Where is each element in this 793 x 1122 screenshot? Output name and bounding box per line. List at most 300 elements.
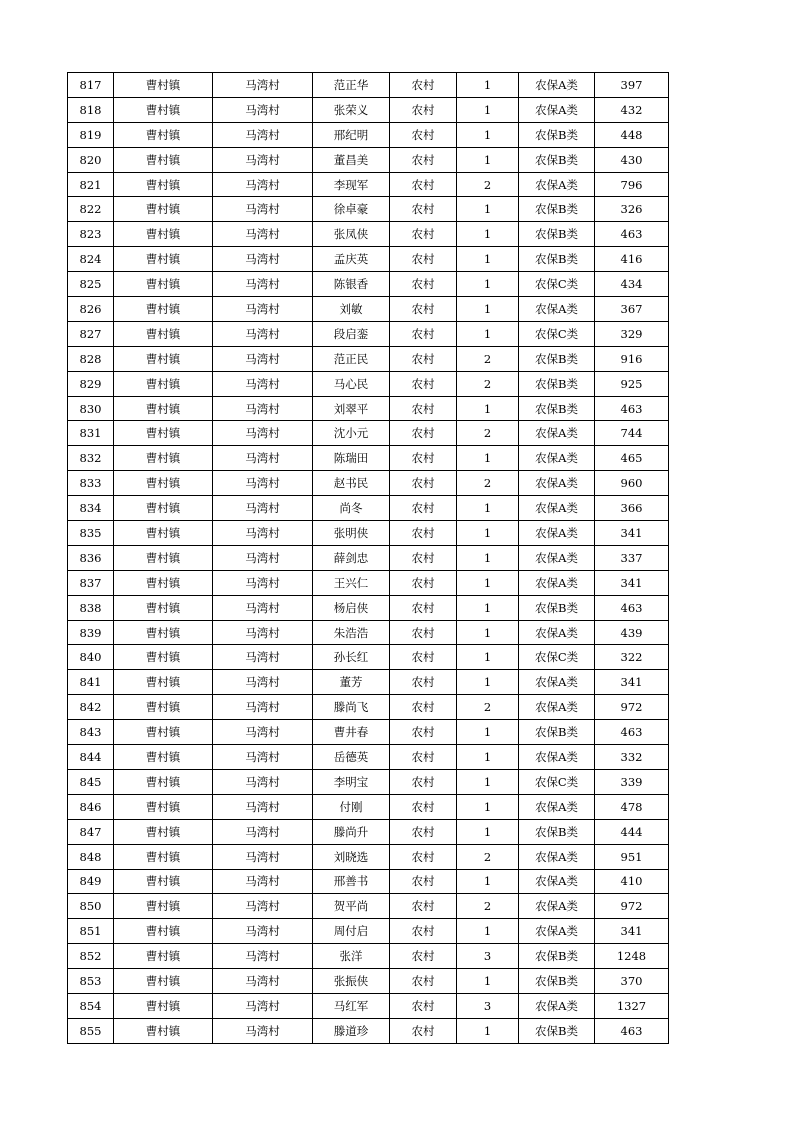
category-cell: 农保A类 [519,844,595,869]
amount-cell: 439 [595,620,669,645]
person-count-cell: 1 [457,396,519,421]
amount-cell: 951 [595,844,669,869]
amount-cell: 339 [595,769,669,794]
table-row [68,197,669,222]
category-cell: 农保A类 [519,545,595,570]
household-type-cell: 农村 [390,570,457,595]
village-cell: 马湾村 [213,521,313,546]
row-number: 833 [68,471,114,496]
person-count-cell: 1 [457,720,519,745]
table-row [68,521,669,546]
household-type-cell: 农村 [390,695,457,720]
village-cell: 马湾村 [213,745,313,770]
row-number: 825 [68,272,114,297]
table-row [68,471,669,496]
household-type-cell: 农村 [390,471,457,496]
name-cell: 张洋 [313,944,390,969]
person-count-cell: 1 [457,297,519,322]
amount-cell: 465 [595,446,669,471]
amount-cell: 326 [595,197,669,222]
category-cell: 农保B类 [519,247,595,272]
amount-cell: 916 [595,346,669,371]
town-cell: 曹村镇 [114,1018,213,1043]
row-number: 818 [68,97,114,122]
amount-cell: 366 [595,496,669,521]
village-cell: 马湾村 [213,620,313,645]
amount-cell: 370 [595,969,669,994]
table-row [68,222,669,247]
table-row [68,545,669,570]
village-cell: 马湾村 [213,769,313,794]
person-count-cell: 1 [457,869,519,894]
row-number: 848 [68,844,114,869]
category-cell: 农保B类 [519,147,595,172]
town-cell: 曹村镇 [114,446,213,471]
town-cell: 曹村镇 [114,73,213,98]
table-row [68,172,669,197]
table-row [68,1018,669,1043]
person-count-cell: 1 [457,670,519,695]
amount-cell: 972 [595,695,669,720]
row-number: 821 [68,172,114,197]
household-type-cell: 农村 [390,844,457,869]
name-cell: 贺平尚 [313,894,390,919]
category-cell: 农保B类 [519,595,595,620]
town-cell: 曹村镇 [114,670,213,695]
table-row [68,421,669,446]
person-count-cell: 1 [457,197,519,222]
row-number: 830 [68,396,114,421]
household-type-cell: 农村 [390,894,457,919]
town-cell: 曹村镇 [114,695,213,720]
category-cell: 农保B类 [519,371,595,396]
village-cell: 马湾村 [213,97,313,122]
category-cell: 农保B类 [519,944,595,969]
town-cell: 曹村镇 [114,496,213,521]
household-type-cell: 农村 [390,346,457,371]
household-type-cell: 农村 [390,321,457,346]
town-cell: 曹村镇 [114,570,213,595]
category-cell: 农保A类 [519,869,595,894]
person-count-cell: 2 [457,421,519,446]
row-number: 850 [68,894,114,919]
town-cell: 曹村镇 [114,521,213,546]
village-cell: 马湾村 [213,346,313,371]
category-cell: 农保B类 [519,122,595,147]
person-count-cell: 1 [457,247,519,272]
name-cell: 付刚 [313,794,390,819]
village-cell: 马湾村 [213,819,313,844]
category-cell: 农保A类 [519,894,595,919]
village-cell: 马湾村 [213,496,313,521]
row-number: 842 [68,695,114,720]
household-type-cell: 农村 [390,272,457,297]
town-cell: 曹村镇 [114,247,213,272]
name-cell: 徐卓豪 [313,197,390,222]
row-number: 836 [68,545,114,570]
person-count-cell: 1 [457,496,519,521]
row-number: 852 [68,944,114,969]
table-row [68,147,669,172]
amount-cell: 341 [595,570,669,595]
town-cell: 曹村镇 [114,844,213,869]
village-cell: 马湾村 [213,670,313,695]
amount-cell: 463 [595,222,669,247]
town-cell: 曹村镇 [114,545,213,570]
category-cell: 农保A类 [519,297,595,322]
person-count-cell: 2 [457,894,519,919]
household-type-cell: 农村 [390,297,457,322]
table-row [68,247,669,272]
person-count-cell: 1 [457,446,519,471]
category-cell: 农保A类 [519,670,595,695]
household-type-cell: 农村 [390,172,457,197]
category-cell: 农保B类 [519,346,595,371]
name-cell: 范正华 [313,73,390,98]
table-row [68,645,669,670]
amount-cell: 341 [595,919,669,944]
category-cell: 农保A类 [519,919,595,944]
category-cell: 农保C类 [519,272,595,297]
name-cell: 滕尚升 [313,819,390,844]
name-cell: 李明宝 [313,769,390,794]
village-cell: 马湾村 [213,147,313,172]
row-number: 820 [68,147,114,172]
table-row [68,496,669,521]
name-cell: 张荣义 [313,97,390,122]
household-type-cell: 农村 [390,147,457,172]
amount-cell: 960 [595,471,669,496]
town-cell: 曹村镇 [114,645,213,670]
row-number: 832 [68,446,114,471]
town-cell: 曹村镇 [114,769,213,794]
row-number: 847 [68,819,114,844]
row-number: 834 [68,496,114,521]
category-cell: 农保C类 [519,645,595,670]
table-row [68,371,669,396]
household-type-cell: 农村 [390,73,457,98]
category-cell: 农保A类 [519,794,595,819]
village-cell: 马湾村 [213,297,313,322]
table-row [68,819,669,844]
person-count-cell: 1 [457,521,519,546]
table-row [68,769,669,794]
name-cell: 沈小元 [313,421,390,446]
name-cell: 李现军 [313,172,390,197]
name-cell: 赵书民 [313,471,390,496]
town-cell: 曹村镇 [114,222,213,247]
name-cell: 滕尚飞 [313,695,390,720]
row-number: 827 [68,321,114,346]
table-row [68,570,669,595]
row-number: 831 [68,421,114,446]
amount-cell: 463 [595,720,669,745]
person-count-cell: 1 [457,819,519,844]
household-type-cell: 农村 [390,222,457,247]
name-cell: 孟庆英 [313,247,390,272]
household-type-cell: 农村 [390,122,457,147]
amount-cell: 416 [595,247,669,272]
category-cell: 农保A类 [519,73,595,98]
person-count-cell: 1 [457,794,519,819]
village-cell: 马湾村 [213,570,313,595]
table-body [68,73,669,1044]
village-cell: 马湾村 [213,844,313,869]
category-cell: 农保B类 [519,819,595,844]
name-cell: 刘敏 [313,297,390,322]
amount-cell: 341 [595,521,669,546]
row-number: 851 [68,919,114,944]
town-cell: 曹村镇 [114,97,213,122]
row-number: 843 [68,720,114,745]
household-type-cell: 农村 [390,396,457,421]
town-cell: 曹村镇 [114,321,213,346]
town-cell: 曹村镇 [114,944,213,969]
amount-cell: 397 [595,73,669,98]
category-cell: 农保B类 [519,222,595,247]
row-number: 846 [68,794,114,819]
amount-cell: 410 [595,869,669,894]
village-cell: 马湾村 [213,122,313,147]
category-cell: 农保C类 [519,769,595,794]
row-number: 819 [68,122,114,147]
category-cell: 农保A类 [519,172,595,197]
name-cell: 滕道珍 [313,1018,390,1043]
village-cell: 马湾村 [213,197,313,222]
amount-cell: 1248 [595,944,669,969]
village-cell: 马湾村 [213,919,313,944]
household-type-cell: 农村 [390,1018,457,1043]
town-cell: 曹村镇 [114,396,213,421]
person-count-cell: 2 [457,346,519,371]
village-cell: 马湾村 [213,869,313,894]
category-cell: 农保B类 [519,969,595,994]
category-cell: 农保C类 [519,321,595,346]
village-cell: 马湾村 [213,944,313,969]
village-cell: 马湾村 [213,894,313,919]
person-count-cell: 1 [457,595,519,620]
village-cell: 马湾村 [213,695,313,720]
row-number: 845 [68,769,114,794]
town-cell: 曹村镇 [114,745,213,770]
row-number: 822 [68,197,114,222]
row-number: 823 [68,222,114,247]
table-row [68,993,669,1018]
amount-cell: 972 [595,894,669,919]
village-cell: 马湾村 [213,247,313,272]
household-type-cell: 农村 [390,720,457,745]
household-type-cell: 农村 [390,794,457,819]
amount-cell: 796 [595,172,669,197]
amount-cell: 744 [595,421,669,446]
row-number: 841 [68,670,114,695]
table-row [68,670,669,695]
table-row [68,869,669,894]
town-cell: 曹村镇 [114,993,213,1018]
person-count-cell: 1 [457,570,519,595]
row-number: 817 [68,73,114,98]
amount-cell: 463 [595,396,669,421]
category-cell: 农保A类 [519,446,595,471]
town-cell: 曹村镇 [114,471,213,496]
household-type-cell: 农村 [390,645,457,670]
amount-cell: 329 [595,321,669,346]
name-cell: 张凤侠 [313,222,390,247]
row-number: 829 [68,371,114,396]
table-row [68,97,669,122]
town-cell: 曹村镇 [114,421,213,446]
person-count-cell: 1 [457,122,519,147]
row-number: 826 [68,297,114,322]
row-number: 828 [68,346,114,371]
amount-cell: 367 [595,297,669,322]
town-cell: 曹村镇 [114,147,213,172]
amount-cell: 1327 [595,993,669,1018]
name-cell: 范正民 [313,346,390,371]
village-cell: 马湾村 [213,794,313,819]
table-row [68,122,669,147]
row-number: 824 [68,247,114,272]
village-cell: 马湾村 [213,73,313,98]
town-cell: 曹村镇 [114,919,213,944]
person-count-cell: 2 [457,371,519,396]
town-cell: 曹村镇 [114,969,213,994]
amount-cell: 430 [595,147,669,172]
name-cell: 刘翠平 [313,396,390,421]
town-cell: 曹村镇 [114,197,213,222]
town-cell: 曹村镇 [114,297,213,322]
town-cell: 曹村镇 [114,122,213,147]
name-cell: 段启銮 [313,321,390,346]
town-cell: 曹村镇 [114,172,213,197]
person-count-cell: 1 [457,769,519,794]
person-count-cell: 2 [457,695,519,720]
row-number: 840 [68,645,114,670]
household-type-cell: 农村 [390,446,457,471]
amount-cell: 432 [595,97,669,122]
household-type-cell: 农村 [390,496,457,521]
category-cell: 农保A类 [519,993,595,1018]
town-cell: 曹村镇 [114,819,213,844]
row-number: 844 [68,745,114,770]
category-cell: 农保A类 [519,745,595,770]
category-cell: 农保B类 [519,197,595,222]
person-count-cell: 1 [457,919,519,944]
row-number: 837 [68,570,114,595]
table-row [68,346,669,371]
name-cell: 王兴仁 [313,570,390,595]
household-type-cell: 农村 [390,97,457,122]
household-type-cell: 农村 [390,969,457,994]
town-cell: 曹村镇 [114,346,213,371]
town-cell: 曹村镇 [114,620,213,645]
amount-cell: 434 [595,272,669,297]
category-cell: 农保A类 [519,620,595,645]
table-row [68,919,669,944]
table-row [68,595,669,620]
beneficiary-table [67,72,669,1044]
category-cell: 农保A类 [519,521,595,546]
category-cell: 农保A类 [519,471,595,496]
table-row [68,446,669,471]
village-cell: 马湾村 [213,471,313,496]
name-cell: 孙长红 [313,645,390,670]
household-type-cell: 农村 [390,670,457,695]
amount-cell: 332 [595,745,669,770]
village-cell: 马湾村 [213,446,313,471]
name-cell: 周付启 [313,919,390,944]
household-type-cell: 农村 [390,197,457,222]
town-cell: 曹村镇 [114,371,213,396]
table-row [68,944,669,969]
village-cell: 马湾村 [213,545,313,570]
household-type-cell: 农村 [390,869,457,894]
amount-cell: 337 [595,545,669,570]
name-cell: 邢纪明 [313,122,390,147]
name-cell: 陈瑞田 [313,446,390,471]
person-count-cell: 1 [457,620,519,645]
household-type-cell: 农村 [390,620,457,645]
table-row [68,969,669,994]
person-count-cell: 2 [457,172,519,197]
person-count-cell: 1 [457,545,519,570]
table-row [68,321,669,346]
person-count-cell: 1 [457,97,519,122]
household-type-cell: 农村 [390,769,457,794]
amount-cell: 478 [595,794,669,819]
village-cell: 马湾村 [213,969,313,994]
person-count-cell: 2 [457,471,519,496]
category-cell: 农保B类 [519,396,595,421]
table-row [68,695,669,720]
person-count-cell: 2 [457,844,519,869]
village-cell: 马湾村 [213,993,313,1018]
name-cell: 马红军 [313,993,390,1018]
row-number: 838 [68,595,114,620]
name-cell: 薛剑忠 [313,545,390,570]
name-cell: 尚冬 [313,496,390,521]
table-row [68,745,669,770]
person-count-cell: 1 [457,222,519,247]
household-type-cell: 农村 [390,421,457,446]
town-cell: 曹村镇 [114,595,213,620]
table-row [68,720,669,745]
category-cell: 农保A类 [519,97,595,122]
household-type-cell: 农村 [390,521,457,546]
village-cell: 马湾村 [213,172,313,197]
household-type-cell: 农村 [390,993,457,1018]
row-number: 854 [68,993,114,1018]
village-cell: 马湾村 [213,720,313,745]
category-cell: 农保A类 [519,695,595,720]
person-count-cell: 1 [457,147,519,172]
row-number: 839 [68,620,114,645]
name-cell: 马心民 [313,371,390,396]
person-count-cell: 1 [457,1018,519,1043]
row-number: 849 [68,869,114,894]
category-cell: 农保A类 [519,421,595,446]
amount-cell: 463 [595,595,669,620]
person-count-cell: 1 [457,73,519,98]
person-count-cell: 3 [457,993,519,1018]
village-cell: 马湾村 [213,396,313,421]
household-type-cell: 农村 [390,944,457,969]
town-cell: 曹村镇 [114,720,213,745]
name-cell: 董芳 [313,670,390,695]
name-cell: 曹井春 [313,720,390,745]
village-cell: 马湾村 [213,421,313,446]
row-number: 835 [68,521,114,546]
